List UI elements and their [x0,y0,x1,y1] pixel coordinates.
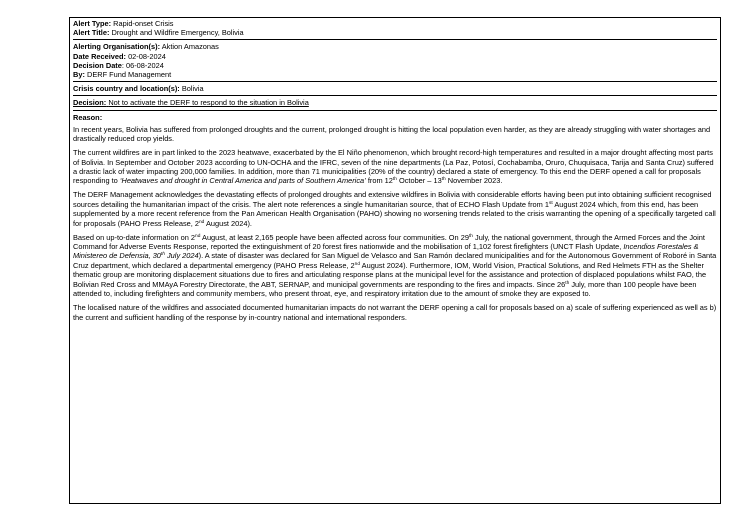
alert-title-line: Alert Title: Drought and Wildfire Emergency, Bolivia [73,28,244,38]
divider [73,110,717,111]
by-line: By: DERF Fund Management [73,70,172,80]
decision-text: Not to activate the DERF to respond to the situation in Bolivia [108,98,309,108]
decided-by: DERF Fund Management [86,70,172,80]
reason-heading: Reason: [73,112,103,122]
crisis-country: Bolivia [181,84,204,94]
received-line: Date Received: 02-08-2024 [73,51,166,61]
alert-document [69,17,721,504]
alert-title: Drought and Wildfire Emergency, Bolivia [111,28,244,38]
paragraph-5: The localised nature of the wildfires and associated documented humanitarian impacts do not warrant the DERF opening a call for proposals based on a) scale of suffering experienced as well as b) the current and sufficient handling of the response by in-country national and international responders. [73,303,717,322]
paragraph-4: Based on up-to-date information on 2nd August, at least 2,165 people have been affected across four communities. On 29th July, the national government, through the Armed Forces and the Joint Command for Adverse Events Response, reported the extinguishment of 20 forest fires nationwide and the mobilisation of 1,102 forest firefighters (UNCT Flash Update, Incendios Forestales & Ministereo de Defensia, 30th July 2024). A state of disaster was declared for San Miguel de Velasco and San Ramón declared municipalities and for the Autonomous Government of Roboré in Santa Cruz department, which declared a departmental emergency (PAHO Press Release, 2nd August 2024). Furthermore, IOM, World Vision, Practical Solutions, and Red Helmets FTH as the Shelter thematic group are monitoring displacement situations due to fires and articulating response plans at the municipal level for the assistance and protection of displaced populations whilst FAO, the Bolivian Red Cross and MMAyA Forestry Directorate, the ABT, SERNAP, and municipal governments are responding to the fires and impacts. Since 26th July, more than 100 people have been attended to, including firefighters and community members, who present throat, eye, and respiratory irritation due to the amount of smoke they are exposed to. [73,232,717,299]
org-line: Alerting Organisation(s): Aktion Amazonas [73,42,219,52]
reason-body [73,125,717,322]
paragraph-3: The DERF Management acknowledges the devastating effects of prolonged droughts and extensive wildfires in Bolivia with considerable efforts having been put into obtaining sufficient recognised sources detailing the humanitarian impact of the crisis. The alert note references a single humanitarian source, that of ECHO Flash Update from 1st August 2024 which, from this end, has been supplemented by a more recent reference from the Pan American Health Organisation (PAHO) showing no worsening trends related to the crisis warranting the opening of a specifically targeted call for proposals (PAHO Press Release, 2nd August 2024). [73,190,716,228]
alert-type-line: Alert Type: Rapid-onset Crisis [73,19,174,28]
divider [73,39,717,40]
alert-type: Rapid-onset Crisis [113,19,174,28]
divider [73,95,717,96]
decision-date-line: Decision Date: 06-08-2024 [73,60,164,70]
decision-date: : 06-08-2024 [121,60,164,70]
paragraph-1: In recent years, Bolivia has suffered from prolonged droughts and the current, prolonged drought is hitting the local population even harder, as they are already struggling with water shortages and drastically reduced crop yields. [73,124,711,144]
country-line: Crisis country and location(s): Bolivia [73,84,204,94]
divider [73,81,717,82]
alerting-org: Aktion Amazonas [161,42,219,52]
paragraph-2: The current wildfires are in part linked to the 2023 heatwave, exacerbated by the El Niño phenomenon, which brought record-high temperatures and resulted in a major drought affecting most parts of Bolivia. In September and October 2023 according to UN-OCHA and the IFRC, seven of the nine departments (La Paz, Potosí, Cochabamba, Oruro, Chuquisaca, Tarija and Santa Cruz) suffered a drastic lack of water impacting 200,000 families. In addition, more than 71 municipalities (20% of the country) declared a state of emergency. To this end the DERF opened a call for proposals responding to ‘Heatwaves and drought in Central America and parts of Southern America’ from 12th October – 13th November 2023. [73,148,714,186]
decision-line: Decision: Not to activate the DERF to respond to the situation in Bolivia [73,98,309,108]
date-received: 02-08-2024 [128,51,166,61]
